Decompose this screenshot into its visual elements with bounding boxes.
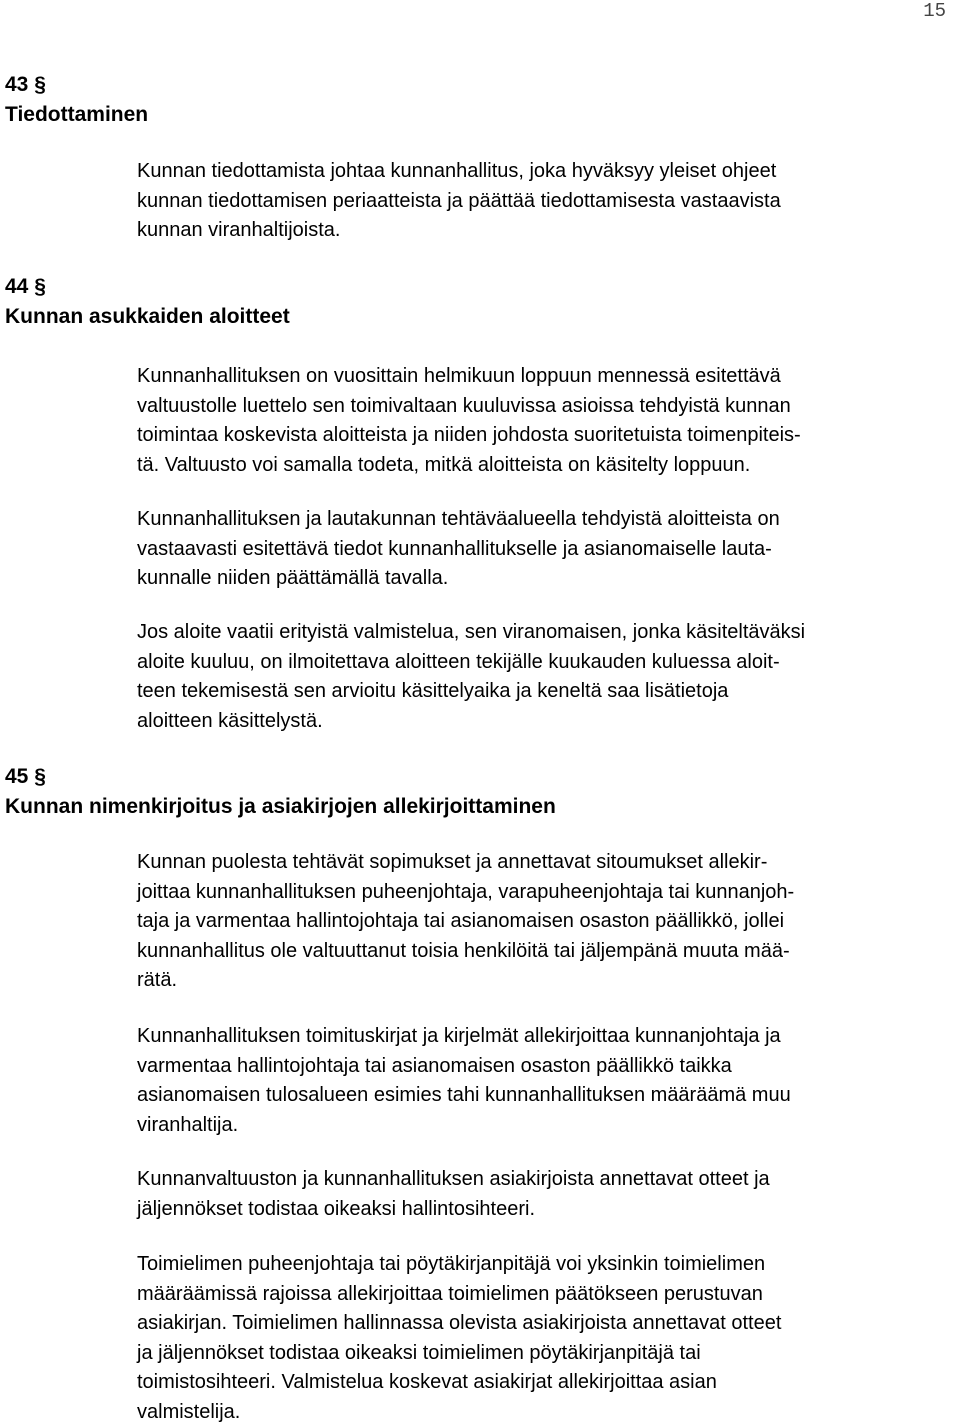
text-line: valmistelija. xyxy=(137,1398,937,1427)
text-line: taja ja varmentaa hallintojohtaja tai asianomaisen osaston päällikkö, jollei xyxy=(137,907,937,937)
section-44-paragraph-1 xyxy=(137,362,937,480)
text-line: aloitteen käsittelystä. xyxy=(137,707,937,737)
text-line: Jos aloite vaatii erityistä valmistelua, sen viranomaisen, jonka käsiteltäväksi xyxy=(137,618,937,648)
text-line: Kunnanvaltuuston ja kunnanhallituksen asiakirjoista annettavat otteet ja xyxy=(137,1165,937,1195)
text-line: joittaa kunnanhallituksen puheenjohtaja, varapuheenjohtaja tai kunnanjoh- xyxy=(137,878,937,908)
section-45-paragraph-1 xyxy=(137,848,937,996)
text-line: kunnanhallitus ole valtuuttanut toisia henkilöitä tai jäljempänä muuta mää- xyxy=(137,937,937,967)
text-line: Kunnanhallituksen ja lautakunnan tehtäväalueella tehdyistä aloitteista on xyxy=(137,505,937,535)
section-45-paragraph-2 xyxy=(137,1022,937,1140)
text-line: Kunnan tiedottamista johtaa kunnanhallitus, joka hyväksyy yleiset ohjeet xyxy=(137,157,937,187)
section-number: 43 § xyxy=(5,70,148,100)
text-line: Toimielimen puheenjohtaja tai pöytäkirjanpitäjä voi yksinkin toimielimen xyxy=(137,1250,937,1280)
text-line: viranhaltija. xyxy=(137,1111,937,1141)
page-number: 15 xyxy=(923,0,946,22)
section-44-heading xyxy=(5,272,290,332)
text-line: varmentaa hallintojohtaja tai asianomaisen osaston päällikkö taikka xyxy=(137,1052,937,1082)
section-title: Kunnan asukkaiden aloitteet xyxy=(5,302,290,332)
section-45-paragraph-4 xyxy=(137,1250,937,1427)
text-line: Kunnan puolesta tehtävät sopimukset ja annettavat sitoumukset allekir- xyxy=(137,848,937,878)
text-line: kunnalle niiden päättämällä tavalla. xyxy=(137,564,937,594)
text-line: jäljennökset todistaa oikeaksi hallintosihteeri. xyxy=(137,1195,937,1225)
text-line: asiakirjan. Toimielimen hallinnassa olevista asiakirjoista annettavat otteet xyxy=(137,1309,937,1339)
text-line: Kunnanhallituksen toimituskirjat ja kirjelmät allekirjoittaa kunnanjohtaja ja xyxy=(137,1022,937,1052)
section-title: Kunnan nimenkirjoitus ja asiakirjojen allekirjoittaminen xyxy=(5,792,556,822)
text-line: rätä. xyxy=(137,966,937,996)
text-line: aloite kuuluu, on ilmoitettava aloitteen tekijälle kuukauden kuluessa aloit- xyxy=(137,648,937,678)
text-line: valtuustolle luettelo sen toimivaltaan kuuluvissa asioissa tehdyistä kunnan xyxy=(137,392,937,422)
text-line: teen tekemisestä sen arvioitu käsittelyaika ja keneltä saa lisätietoja xyxy=(137,677,937,707)
text-line: tä. Valtuusto voi samalla todeta, mitkä aloitteista on käsitelty loppuun. xyxy=(137,451,937,481)
text-line: määräämissä rajoissa allekirjoittaa toimielimen päätökseen perustuvan xyxy=(137,1280,937,1310)
section-44-paragraph-2 xyxy=(137,505,937,594)
text-line: toimintaa koskevista aloitteista ja niiden johdosta suoritetuista toimenpiteis- xyxy=(137,421,937,451)
text-line: Kunnanhallituksen on vuosittain helmikuun loppuun mennessä esitettävä xyxy=(137,362,937,392)
text-line: kunnan tiedottamisen periaatteista ja päättää tiedottamisesta vastaavista xyxy=(137,187,937,217)
section-number: 44 § xyxy=(5,272,290,302)
text-line: asianomaisen tulosalueen esimies tahi kunnanhallituksen määräämä muu xyxy=(137,1081,937,1111)
text-line: toimistosihteeri. Valmistelua koskevat asiakirjat allekirjoittaa asian xyxy=(137,1368,937,1398)
text-line: vastaavasti esitettävä tiedot kunnanhallitukselle ja asianomaiselle lauta- xyxy=(137,535,937,565)
section-43-heading xyxy=(5,70,148,130)
section-title: Tiedottaminen xyxy=(5,100,148,130)
text-line: ja jäljennökset todistaa oikeaksi toimielimen pöytäkirjanpitäjä tai xyxy=(137,1339,937,1369)
section-44-paragraph-3 xyxy=(137,618,937,736)
text-line: kunnan viranhaltijoista. xyxy=(137,216,937,246)
section-43-paragraph-1 xyxy=(137,157,937,246)
section-45-heading xyxy=(5,762,556,822)
section-45-paragraph-3 xyxy=(137,1165,937,1224)
section-number: 45 § xyxy=(5,762,556,792)
